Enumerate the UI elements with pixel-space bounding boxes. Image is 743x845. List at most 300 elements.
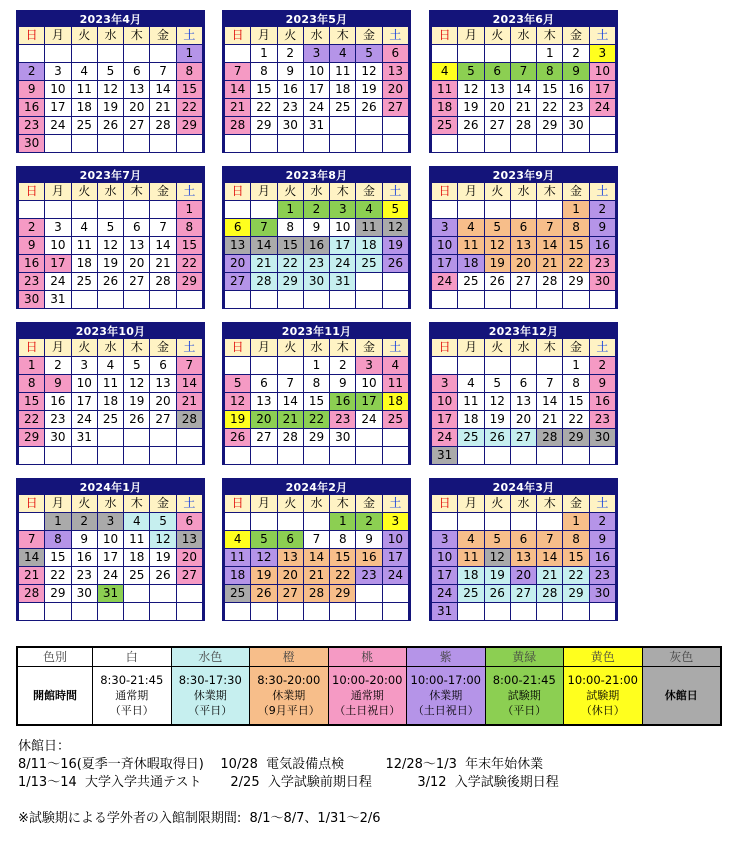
day-cell: 4 <box>432 63 457 80</box>
weekday-header: 月 <box>45 339 70 356</box>
weekday-header: 日 <box>432 183 457 200</box>
weekday-header: 金 <box>150 27 175 44</box>
weekday-header: 火 <box>278 183 303 200</box>
month-title: 2023年9月 <box>492 169 555 182</box>
day-cell: 30 <box>19 291 44 308</box>
day-cell: 25 <box>458 429 483 446</box>
empty-day-cell <box>330 603 355 620</box>
month-grid <box>19 495 202 620</box>
day-cell: 25 <box>72 117 97 134</box>
weekday-header: 火 <box>72 183 97 200</box>
day-cell: 2 <box>278 45 303 62</box>
day-cell: 25 <box>458 585 483 602</box>
weekday-header: 水 <box>511 183 536 200</box>
empty-day-cell <box>356 447 381 464</box>
empty-day-cell <box>383 117 408 134</box>
empty-day-cell <box>19 447 44 464</box>
weekday-header: 水 <box>98 183 123 200</box>
empty-day-cell <box>383 135 408 152</box>
day-cell: 18 <box>383 393 408 410</box>
empty-day-cell <box>383 585 408 602</box>
day-cell: 23 <box>19 117 44 134</box>
day-cell: 16 <box>563 81 588 98</box>
empty-day-cell <box>383 603 408 620</box>
day-cell: 22 <box>563 255 588 272</box>
day-cell: 8 <box>278 219 303 236</box>
empty-day-cell <box>432 45 457 62</box>
day-cell: 2 <box>356 513 381 530</box>
day-cell: 11 <box>225 549 250 566</box>
day-cell: 4 <box>225 531 250 548</box>
day-cell: 14 <box>537 549 562 566</box>
empty-day-cell <box>432 135 457 152</box>
weekday-header: 金 <box>356 27 381 44</box>
weekday-header: 水 <box>304 183 329 200</box>
day-cell: 12 <box>150 531 175 548</box>
weekday-header: 木 <box>537 339 562 356</box>
weekday-header: 日 <box>19 183 44 200</box>
day-cell: 13 <box>177 531 202 548</box>
legend-header-label: 色別 <box>18 648 92 666</box>
day-cell: 6 <box>511 375 536 392</box>
day-cell: 2 <box>590 201 615 218</box>
month-calendar <box>429 478 618 621</box>
day-cell: 1 <box>278 201 303 218</box>
day-cell: 12 <box>485 237 510 254</box>
day-cell: 26 <box>485 585 510 602</box>
day-cell: 17 <box>45 99 70 116</box>
weekday-header: 水 <box>511 495 536 512</box>
day-cell: 18 <box>124 549 149 566</box>
day-cell: 18 <box>432 99 457 116</box>
day-cell: 30 <box>278 117 303 134</box>
day-cell: 15 <box>330 549 355 566</box>
empty-day-cell <box>537 603 562 620</box>
day-cell: 21 <box>251 255 276 272</box>
day-cell: 7 <box>537 531 562 548</box>
day-cell: 26 <box>225 429 250 446</box>
day-cell: 4 <box>98 357 123 374</box>
weekday-header: 日 <box>225 183 250 200</box>
month-grid <box>225 183 408 308</box>
day-cell: 28 <box>251 273 276 290</box>
empty-day-cell <box>72 291 97 308</box>
empty-day-cell <box>563 603 588 620</box>
legend-color-name: 紫 <box>407 648 485 666</box>
day-cell: 9 <box>590 219 615 236</box>
day-cell: 8 <box>330 531 355 548</box>
empty-day-cell <box>19 45 44 62</box>
weekday-header: 金 <box>563 495 588 512</box>
empty-day-cell <box>278 135 303 152</box>
day-cell: 6 <box>251 375 276 392</box>
weekday-header: 月 <box>45 183 70 200</box>
day-cell: 1 <box>563 201 588 218</box>
weekday-header: 土 <box>590 27 615 44</box>
empty-day-cell <box>98 201 123 218</box>
empty-day-cell <box>458 45 483 62</box>
empty-day-cell <box>251 603 276 620</box>
empty-day-cell <box>537 291 562 308</box>
day-cell: 18 <box>225 567 250 584</box>
day-cell: 17 <box>356 393 381 410</box>
day-cell: 2 <box>590 513 615 530</box>
empty-day-cell <box>251 135 276 152</box>
month-grid <box>225 27 408 152</box>
month-calendar <box>16 166 205 309</box>
day-cell: 10 <box>45 237 70 254</box>
empty-day-cell <box>278 603 303 620</box>
weekday-header: 日 <box>225 27 250 44</box>
empty-day-cell <box>150 447 175 464</box>
empty-day-cell <box>356 291 381 308</box>
empty-day-cell <box>124 603 149 620</box>
legend-time: 10:00-17:00 <box>410 673 481 687</box>
day-cell: 11 <box>98 375 123 392</box>
weekday-header: 土 <box>383 495 408 512</box>
legend-time: 8:30-20:00 <box>257 673 321 687</box>
empty-day-cell <box>278 513 303 530</box>
empty-day-cell <box>590 447 615 464</box>
day-cell: 28 <box>19 585 44 602</box>
legend-period-type: 休業期 <box>272 689 306 702</box>
legend-color-name: 桃 <box>329 648 407 666</box>
day-cell: 10 <box>356 375 381 392</box>
day-cell: 11 <box>124 531 149 548</box>
legend-color-name: 水色 <box>172 648 250 666</box>
day-cell: 10 <box>72 375 97 392</box>
day-cell: 9 <box>330 375 355 392</box>
weekday-header: 火 <box>485 339 510 356</box>
month-grid <box>19 339 202 464</box>
day-cell: 15 <box>563 549 588 566</box>
empty-day-cell <box>225 447 250 464</box>
empty-day-cell <box>19 201 44 218</box>
weekday-header: 土 <box>177 27 202 44</box>
weekday-header: 木 <box>537 495 562 512</box>
day-cell: 2 <box>19 219 44 236</box>
day-cell: 7 <box>251 219 276 236</box>
month-title: 2023年5月 <box>285 13 348 26</box>
day-cell: 14 <box>225 81 250 98</box>
day-cell: 17 <box>432 411 457 428</box>
empty-day-cell <box>45 201 70 218</box>
weekday-header: 日 <box>432 27 457 44</box>
day-cell: 18 <box>356 237 381 254</box>
notes-line-2: 1/13～14 大学入学共通テスト 2/25 入学試験前期日程 3/12 入学試験後期日程 <box>18 775 559 790</box>
day-cell: 18 <box>72 255 97 272</box>
day-cell: 22 <box>330 567 355 584</box>
empty-day-cell <box>383 291 408 308</box>
legend-period-type: 休館日 <box>664 689 698 702</box>
empty-day-cell <box>225 603 250 620</box>
day-cell: 19 <box>485 567 510 584</box>
day-cell: 13 <box>225 237 250 254</box>
day-cell: 5 <box>150 513 175 530</box>
day-cell: 22 <box>563 567 588 584</box>
legend-color-name: 黄緑 <box>486 648 564 666</box>
empty-day-cell <box>177 447 202 464</box>
day-cell: 24 <box>356 411 381 428</box>
day-cell: 21 <box>537 411 562 428</box>
day-cell: 3 <box>45 219 70 236</box>
empty-day-cell <box>432 357 457 374</box>
day-cell: 3 <box>304 45 329 62</box>
day-cell: 5 <box>98 63 123 80</box>
day-cell: 4 <box>383 357 408 374</box>
day-cell: 21 <box>304 567 329 584</box>
day-cell: 23 <box>330 411 355 428</box>
day-cell: 31 <box>432 603 457 620</box>
empty-day-cell <box>19 513 44 530</box>
day-cell: 26 <box>485 273 510 290</box>
legend-time: 8:00-21:45 <box>492 673 556 687</box>
weekday-header: 土 <box>590 495 615 512</box>
day-cell: 22 <box>251 99 276 116</box>
day-cell: 11 <box>330 63 355 80</box>
day-cell: 27 <box>124 273 149 290</box>
empty-day-cell <box>304 291 329 308</box>
day-cell: 24 <box>432 429 457 446</box>
empty-day-cell <box>98 447 123 464</box>
day-cell: 28 <box>177 411 202 428</box>
weekday-header: 金 <box>150 183 175 200</box>
day-cell: 17 <box>383 549 408 566</box>
weekday-header: 木 <box>124 183 149 200</box>
day-cell: 27 <box>124 117 149 134</box>
weekday-header: 土 <box>383 183 408 200</box>
day-cell: 17 <box>330 237 355 254</box>
day-cell: 20 <box>383 81 408 98</box>
empty-day-cell <box>537 513 562 530</box>
day-cell: 19 <box>458 99 483 116</box>
empty-day-cell <box>383 447 408 464</box>
day-cell: 2 <box>330 357 355 374</box>
day-cell: 17 <box>590 81 615 98</box>
day-cell: 18 <box>98 393 123 410</box>
weekday-header: 木 <box>330 495 355 512</box>
weekday-header: 日 <box>19 339 44 356</box>
day-cell: 19 <box>225 411 250 428</box>
day-cell: 7 <box>225 63 250 80</box>
day-cell: 19 <box>98 99 123 116</box>
day-cell: 15 <box>177 237 202 254</box>
weekday-header: 金 <box>563 183 588 200</box>
day-cell: 15 <box>563 237 588 254</box>
day-cell: 25 <box>72 273 97 290</box>
day-cell: 11 <box>356 219 381 236</box>
day-cell: 7 <box>537 219 562 236</box>
day-cell: 19 <box>150 549 175 566</box>
day-cell: 8 <box>563 531 588 548</box>
month-calendar <box>16 10 205 153</box>
day-cell: 2 <box>590 357 615 374</box>
empty-day-cell <box>124 429 149 446</box>
day-cell: 23 <box>304 255 329 272</box>
closure-notes <box>18 738 559 828</box>
day-cell: 7 <box>150 63 175 80</box>
day-cell: 12 <box>458 81 483 98</box>
day-cell: 21 <box>19 567 44 584</box>
legend-hours-cell <box>486 667 564 724</box>
empty-day-cell <box>537 201 562 218</box>
day-cell: 13 <box>278 549 303 566</box>
weekday-header: 火 <box>72 27 97 44</box>
notes-heading: 休館日： <box>18 739 71 754</box>
color-legend-table <box>16 646 722 726</box>
day-cell: 4 <box>356 201 381 218</box>
weekday-header: 土 <box>383 27 408 44</box>
day-cell: 11 <box>458 549 483 566</box>
day-cell: 13 <box>511 549 536 566</box>
empty-day-cell <box>177 291 202 308</box>
legend-period-type: 通常期 <box>350 689 384 702</box>
day-cell: 7 <box>19 531 44 548</box>
day-cell: 21 <box>150 255 175 272</box>
empty-day-cell <box>72 447 97 464</box>
weekday-header: 火 <box>72 495 97 512</box>
day-cell: 9 <box>563 63 588 80</box>
month-grid <box>432 495 615 620</box>
weekday-header: 日 <box>225 495 250 512</box>
day-cell: 10 <box>432 237 457 254</box>
day-cell: 6 <box>177 513 202 530</box>
day-cell: 8 <box>537 63 562 80</box>
empty-day-cell <box>150 135 175 152</box>
weekday-header: 日 <box>432 339 457 356</box>
empty-day-cell <box>511 45 536 62</box>
day-cell: 26 <box>150 567 175 584</box>
day-cell: 27 <box>177 567 202 584</box>
day-cell: 30 <box>19 135 44 152</box>
weekday-header: 火 <box>485 495 510 512</box>
weekday-header: 水 <box>98 495 123 512</box>
day-cell: 29 <box>45 585 70 602</box>
notes-footnote: ※試験期による学外者の入館制限期間: 8/1～8/7、1/31～2/6 <box>18 811 381 826</box>
weekday-header: 月 <box>45 27 70 44</box>
empty-day-cell <box>278 291 303 308</box>
day-cell: 9 <box>19 81 44 98</box>
day-cell: 3 <box>383 513 408 530</box>
day-cell: 5 <box>485 375 510 392</box>
empty-day-cell <box>356 429 381 446</box>
weekday-header: 水 <box>511 339 536 356</box>
day-cell: 21 <box>177 393 202 410</box>
day-cell: 3 <box>72 357 97 374</box>
empty-day-cell <box>304 135 329 152</box>
empty-day-cell <box>98 429 123 446</box>
day-cell: 13 <box>150 375 175 392</box>
day-cell: 7 <box>537 375 562 392</box>
empty-day-cell <box>537 135 562 152</box>
weekday-header: 月 <box>458 495 483 512</box>
legend-row-label: 開館時間 <box>18 667 92 724</box>
weekday-header: 火 <box>278 27 303 44</box>
day-cell: 17 <box>432 567 457 584</box>
empty-day-cell <box>511 135 536 152</box>
day-cell: 9 <box>72 531 97 548</box>
day-cell: 5 <box>383 201 408 218</box>
day-cell: 29 <box>251 117 276 134</box>
empty-day-cell <box>304 513 329 530</box>
weekday-header: 金 <box>150 339 175 356</box>
weekday-header: 木 <box>124 27 149 44</box>
day-cell: 27 <box>251 429 276 446</box>
day-cell: 1 <box>563 357 588 374</box>
day-cell: 20 <box>278 567 303 584</box>
day-cell: 23 <box>356 567 381 584</box>
day-cell: 6 <box>485 63 510 80</box>
weekday-header: 月 <box>251 495 276 512</box>
month-calendar <box>429 10 618 153</box>
day-cell: 20 <box>124 255 149 272</box>
legend-day-note: （平日） <box>109 704 154 717</box>
day-cell: 24 <box>98 567 123 584</box>
day-cell: 17 <box>98 549 123 566</box>
day-cell: 8 <box>251 63 276 80</box>
empty-day-cell <box>537 357 562 374</box>
weekday-header: 金 <box>356 339 381 356</box>
empty-day-cell <box>356 585 381 602</box>
day-cell: 23 <box>19 273 44 290</box>
day-cell: 26 <box>98 273 123 290</box>
day-cell: 16 <box>278 81 303 98</box>
day-cell: 27 <box>511 585 536 602</box>
day-cell: 9 <box>356 531 381 548</box>
day-cell: 26 <box>356 99 381 116</box>
day-cell: 9 <box>590 375 615 392</box>
month-calendar <box>222 478 411 621</box>
day-cell: 2 <box>45 357 70 374</box>
legend-color-name: 橙 <box>250 648 328 666</box>
day-cell: 6 <box>511 531 536 548</box>
weekday-header: 水 <box>98 339 123 356</box>
empty-day-cell <box>72 135 97 152</box>
day-cell: 20 <box>511 567 536 584</box>
day-cell: 25 <box>98 411 123 428</box>
empty-day-cell <box>72 45 97 62</box>
day-cell: 18 <box>458 255 483 272</box>
empty-day-cell <box>225 45 250 62</box>
day-cell: 19 <box>485 411 510 428</box>
empty-day-cell <box>98 291 123 308</box>
month-grid <box>19 183 202 308</box>
weekday-header: 金 <box>150 495 175 512</box>
month-calendar <box>222 322 411 465</box>
day-cell: 22 <box>278 255 303 272</box>
weekday-header: 土 <box>177 339 202 356</box>
day-cell: 12 <box>124 375 149 392</box>
empty-day-cell <box>72 603 97 620</box>
empty-day-cell <box>251 447 276 464</box>
empty-day-cell <box>511 513 536 530</box>
day-cell: 26 <box>251 585 276 602</box>
day-cell: 31 <box>432 447 457 464</box>
day-cell: 12 <box>98 81 123 98</box>
day-cell: 31 <box>45 291 70 308</box>
day-cell: 14 <box>251 237 276 254</box>
day-cell: 12 <box>225 393 250 410</box>
day-cell: 22 <box>177 99 202 116</box>
legend-hours-cell <box>407 667 485 724</box>
empty-day-cell <box>251 513 276 530</box>
day-cell: 12 <box>356 63 381 80</box>
weekday-header: 木 <box>330 183 355 200</box>
empty-day-cell <box>150 585 175 602</box>
empty-day-cell <box>563 135 588 152</box>
day-cell: 28 <box>278 429 303 446</box>
day-cell: 1 <box>19 357 44 374</box>
